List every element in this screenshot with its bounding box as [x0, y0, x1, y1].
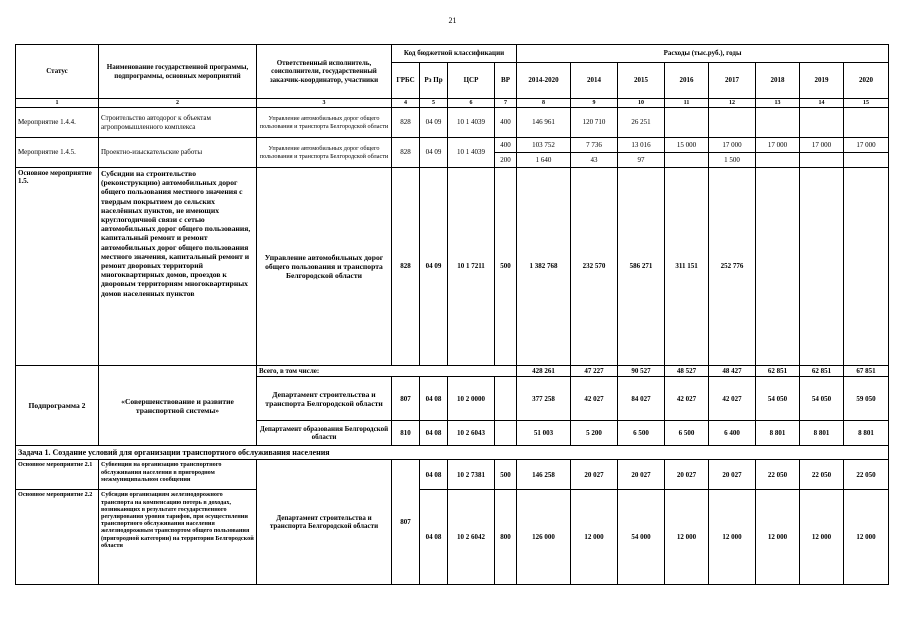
row-vr: 200: [495, 153, 517, 168]
row-value: 22 050: [800, 460, 844, 490]
row-grbs: 828: [392, 138, 420, 168]
row-grbs: 807: [392, 377, 420, 421]
row-value: 22 050: [756, 460, 800, 490]
header-executor: Ответственный исполнитель, соисполнители, государственный заказчик-координатор, участники: [257, 45, 392, 99]
total-value: 62 851: [756, 366, 800, 377]
header-vr: ВР: [495, 63, 517, 99]
row-grbs: 828: [392, 168, 420, 366]
row-name: Субсидии на строительство (реконструкцию) автомобильных дорог общего пользования местного значения с твердым покрытием до сельских населённых пунктов, не имеющих круглогодичной связи с сетью автомобильных дорог общего пользования, капитальный ремонт и ремонт автомобильных дорог общего пользования местного значения, капитальный ремонт и ремонт дворовых территорий многоквартирных домов, проездов к дворовым территориям многоквартирных домов населенных пунктов: [99, 168, 257, 366]
total-value: 90 527: [618, 366, 665, 377]
row-value: 17 000: [756, 138, 800, 153]
row-executor: Управление автомобильных дорог общего пользования и транспорта Белгородской области: [257, 138, 392, 168]
header-expenses: Расходы (тыс.руб.), годы: [517, 45, 889, 63]
total-value: 48 527: [665, 366, 709, 377]
row-value: 1 500: [709, 153, 756, 168]
row-value: [844, 168, 889, 366]
row-value: 20 027: [618, 460, 665, 490]
row-value: 586 271: [618, 168, 665, 366]
row-value: 42 027: [665, 377, 709, 421]
row-value: 15 000: [665, 138, 709, 153]
row-value: [709, 108, 756, 138]
row-value: 59 050: [844, 377, 889, 421]
row-value: [844, 108, 889, 138]
row-value: 126 000: [517, 490, 571, 585]
program-table: [15, 44, 889, 585]
row-value: 54 000: [618, 490, 665, 585]
row-value: [800, 168, 844, 366]
row-value: [800, 153, 844, 168]
row-value: 13 016: [618, 138, 665, 153]
column-number: 3: [257, 99, 392, 108]
row-value: 7 736: [571, 138, 618, 153]
row-rzpr: 04 09: [420, 138, 448, 168]
row-csr: 10 2 6043: [448, 421, 495, 446]
row-value: 17 000: [844, 138, 889, 153]
row-value: 42 027: [571, 377, 618, 421]
subprogram-name: «Совершенствование и развитие транспортной системы»: [99, 366, 257, 446]
row-name: Проектно-изыскательские работы: [99, 138, 257, 168]
row-executor: Управление автомобильных дорог общего пользования и транспорта Белгородской области: [257, 108, 392, 138]
total-value: 62 851: [800, 366, 844, 377]
row-csr: 10 2 0000: [448, 377, 495, 421]
table-row: [16, 366, 889, 377]
row-value: 8 801: [844, 421, 889, 446]
row-csr: 10 1 4039: [448, 138, 495, 168]
row-value: 1 640: [517, 153, 571, 168]
row-executor: Департамент строительства и транспорта Белгородской области: [257, 377, 392, 421]
row-vr: 500: [495, 460, 517, 490]
row-value: [665, 153, 709, 168]
table-row: [16, 490, 889, 585]
task-title: Задача 1. Создание условий для организации транспортного обслуживания населения: [16, 446, 889, 460]
subprogram-total-label: Всего, в том числе:: [257, 366, 517, 377]
row-value: 54 050: [756, 377, 800, 421]
header-rzpr: Рз Пр: [420, 63, 448, 99]
column-number: 14: [800, 99, 844, 108]
row-value: 26 251: [618, 108, 665, 138]
header-year: 2014-2020: [517, 63, 571, 99]
header-program-name: Наименование государственной программы, подпрограммы, основных мероприятий: [99, 45, 257, 99]
row-value: [756, 168, 800, 366]
row-vr: 400: [495, 108, 517, 138]
row-rzpr: 04 08: [420, 421, 448, 446]
row-value: 5 200: [571, 421, 618, 446]
row-rzpr: 04 08: [420, 377, 448, 421]
row-executor: Департамент строительства и транспорта Белгородской области: [257, 460, 392, 585]
row-value: 6 500: [665, 421, 709, 446]
page-number: 21: [448, 16, 457, 25]
row-value: 311 151: [665, 168, 709, 366]
row-vr: 500: [495, 168, 517, 366]
row-value: 8 801: [800, 421, 844, 446]
row-rzpr: 04 08: [420, 460, 448, 490]
row-grbs: 807: [392, 460, 420, 585]
row-status: Основное мероприятие 2.1: [16, 460, 99, 490]
header-budget-code: Код бюджетной классификации: [392, 45, 517, 63]
row-csr: 10 1 7211: [448, 168, 495, 366]
table-row: [16, 460, 889, 490]
header-year: 2019: [800, 63, 844, 99]
row-rzpr: 04 09: [420, 168, 448, 366]
row-executor: Управление автомобильных дорог общего пользования и транспорта Белгородской области: [257, 168, 392, 366]
row-value: 232 570: [571, 168, 618, 366]
row-value: [756, 153, 800, 168]
row-csr: 10 1 4039: [448, 108, 495, 138]
column-number: 15: [844, 99, 889, 108]
row-value: 51 003: [517, 421, 571, 446]
task-row: [16, 446, 889, 460]
row-vr: [495, 421, 517, 446]
header-year: 2015: [618, 63, 665, 99]
row-value: 12 000: [665, 490, 709, 585]
row-vr: 800: [495, 490, 517, 585]
row-status: Мероприятие 1.4.4.: [16, 108, 99, 138]
row-value: 377 258: [517, 377, 571, 421]
row-csr: 10 2 7381: [448, 460, 495, 490]
column-number: 8: [517, 99, 571, 108]
row-value: 146 961: [517, 108, 571, 138]
header-year: 2020: [844, 63, 889, 99]
header-year: 2017: [709, 63, 756, 99]
row-value: 20 027: [665, 460, 709, 490]
row-value: 1 382 768: [517, 168, 571, 366]
row-value: 17 000: [709, 138, 756, 153]
row-value: 120 710: [571, 108, 618, 138]
total-value: 67 851: [844, 366, 889, 377]
row-value: [665, 108, 709, 138]
total-value: 47 227: [571, 366, 618, 377]
row-value: 8 801: [756, 421, 800, 446]
row-rzpr: 04 09: [420, 108, 448, 138]
table-row: [16, 108, 889, 138]
row-status: Мероприятие 1.4.5.: [16, 138, 99, 168]
row-value: 54 050: [800, 377, 844, 421]
row-value: 17 000: [800, 138, 844, 153]
row-value: [756, 108, 800, 138]
row-value: 252 776: [709, 168, 756, 366]
header-year: 2014: [571, 63, 618, 99]
row-csr: 10 2 6042: [448, 490, 495, 585]
column-number: 1: [16, 99, 99, 108]
row-value: 6 400: [709, 421, 756, 446]
row-name: Субвенции на организацию транспортного обслуживания населения в пригородном межмуниципальном сообщении: [99, 460, 257, 490]
row-value: 84 027: [618, 377, 665, 421]
total-value: 48 427: [709, 366, 756, 377]
row-status: Основное мероприятие 1.5.: [16, 168, 99, 366]
column-number: 2: [99, 99, 257, 108]
header-year: 2018: [756, 63, 800, 99]
row-value: 12 000: [756, 490, 800, 585]
column-number: 5: [420, 99, 448, 108]
row-value: 97: [618, 153, 665, 168]
row-grbs: 810: [392, 421, 420, 446]
row-value: 6 500: [618, 421, 665, 446]
column-number: 4: [392, 99, 420, 108]
column-number: 13: [756, 99, 800, 108]
row-value: 12 000: [571, 490, 618, 585]
row-name: Субсидии организациям железнодорожного транспорта на компенсацию потерь в доходах, возникающих в результате государственного регулирования уровня тарифов, при осуществлении транспортного обслуживания населения железнодорожным транспортом общего пользования (пригородной категории) на территории Белгородской области: [99, 490, 257, 585]
row-value: 12 000: [709, 490, 756, 585]
subprogram-status: Подпрограмма 2: [16, 366, 99, 446]
column-number: 10: [618, 99, 665, 108]
row-value: 22 050: [844, 460, 889, 490]
row-rzpr: 04 08: [420, 490, 448, 585]
row-name: Строительство автодорог к объектам агропромышленного комплекса: [99, 108, 257, 138]
row-executor: Департамент образования Белгородской области: [257, 421, 392, 446]
row-value: [800, 108, 844, 138]
total-value: 428 261: [517, 366, 571, 377]
column-number: 6: [448, 99, 495, 108]
header-csr: ЦСР: [448, 63, 495, 99]
row-vr: [495, 377, 517, 421]
row-value: 43: [571, 153, 618, 168]
table-row: [16, 168, 889, 366]
row-value: 103 752: [517, 138, 571, 153]
header-grbs: ГРБС: [392, 63, 420, 99]
row-value: [844, 153, 889, 168]
column-numbers-row: [16, 99, 889, 108]
row-value: 12 000: [844, 490, 889, 585]
row-grbs: 828: [392, 108, 420, 138]
row-value: 20 027: [709, 460, 756, 490]
row-value: 42 027: [709, 377, 756, 421]
row-value: 146 258: [517, 460, 571, 490]
column-number: 12: [709, 99, 756, 108]
column-number: 9: [571, 99, 618, 108]
column-number: 11: [665, 99, 709, 108]
row-value: 12 000: [800, 490, 844, 585]
row-status: Основное мероприятие 2.2: [16, 490, 99, 585]
header-year: 2016: [665, 63, 709, 99]
column-number: 7: [495, 99, 517, 108]
row-value: 20 027: [571, 460, 618, 490]
header-status: Статус: [16, 45, 99, 99]
table-row: [16, 138, 889, 153]
row-vr: 400: [495, 138, 517, 153]
